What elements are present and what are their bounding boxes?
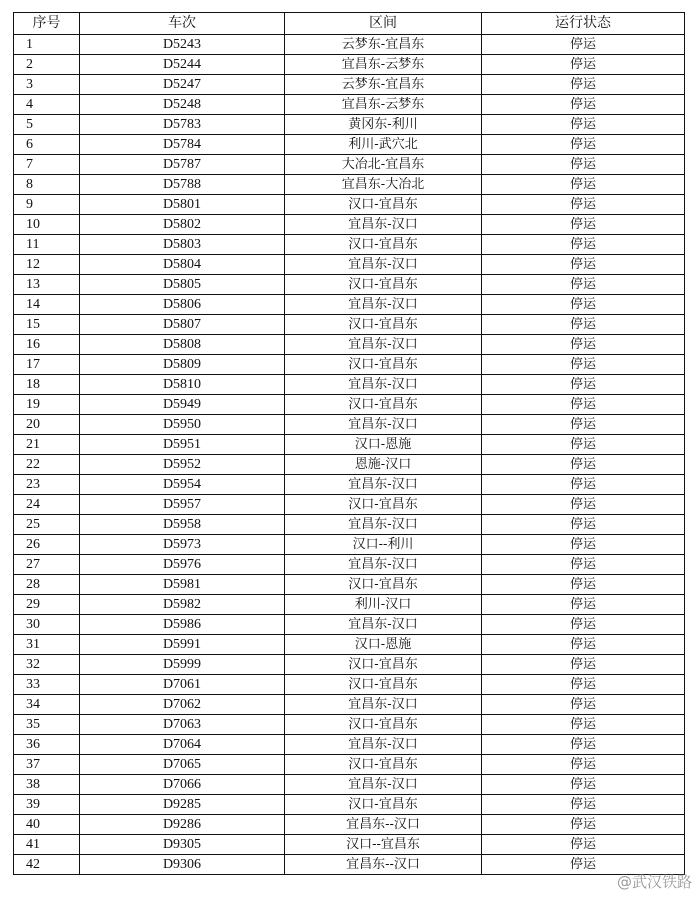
row-number: 21 bbox=[14, 435, 80, 455]
run-status: 停运 bbox=[482, 55, 685, 75]
table-row bbox=[14, 275, 685, 295]
train-number: D9306 bbox=[80, 855, 285, 875]
run-status: 停运 bbox=[482, 295, 685, 315]
table-row bbox=[14, 95, 685, 115]
train-number: D5783 bbox=[80, 115, 285, 135]
train-number: D5243 bbox=[80, 35, 285, 55]
train-suspension-table bbox=[13, 12, 685, 875]
table-row bbox=[14, 355, 685, 375]
table-row bbox=[14, 395, 685, 415]
run-status: 停运 bbox=[482, 655, 685, 675]
table-row bbox=[14, 415, 685, 435]
run-status: 停运 bbox=[482, 835, 685, 855]
row-number: 7 bbox=[14, 155, 80, 175]
route: 利川-武穴北 bbox=[285, 135, 482, 155]
train-number: D5982 bbox=[80, 595, 285, 615]
table-row bbox=[14, 775, 685, 795]
table-row bbox=[14, 195, 685, 215]
row-number: 31 bbox=[14, 635, 80, 655]
run-status: 停运 bbox=[482, 135, 685, 155]
run-status: 停运 bbox=[482, 395, 685, 415]
route: 黄冈东-利川 bbox=[285, 115, 482, 135]
run-status: 停运 bbox=[482, 815, 685, 835]
row-number: 32 bbox=[14, 655, 80, 675]
route: 汉口-恩施 bbox=[285, 435, 482, 455]
table-row bbox=[14, 715, 685, 735]
train-number: D5954 bbox=[80, 475, 285, 495]
route: 宜昌东-云梦东 bbox=[285, 55, 482, 75]
run-status: 停运 bbox=[482, 755, 685, 775]
route: 宜昌东-汉口 bbox=[285, 215, 482, 235]
table-row bbox=[14, 55, 685, 75]
table-row bbox=[14, 455, 685, 475]
row-number: 26 bbox=[14, 535, 80, 555]
table-row bbox=[14, 515, 685, 535]
row-number: 30 bbox=[14, 615, 80, 635]
run-status: 停运 bbox=[482, 155, 685, 175]
row-number: 6 bbox=[14, 135, 80, 155]
route: 汉口-宜昌东 bbox=[285, 315, 482, 335]
train-number: D5788 bbox=[80, 175, 285, 195]
run-status: 停运 bbox=[482, 35, 685, 55]
table-row bbox=[14, 435, 685, 455]
train-number: D9286 bbox=[80, 815, 285, 835]
route: 云梦东-宜昌东 bbox=[285, 35, 482, 55]
train-number: D5810 bbox=[80, 375, 285, 395]
route: 汉口-宜昌东 bbox=[285, 755, 482, 775]
run-status: 停运 bbox=[482, 555, 685, 575]
route: 汉口-恩施 bbox=[285, 635, 482, 655]
table-row bbox=[14, 255, 685, 275]
table-row bbox=[14, 835, 685, 855]
route: 宜昌东-汉口 bbox=[285, 775, 482, 795]
route: 汉口-宜昌东 bbox=[285, 355, 482, 375]
row-number: 34 bbox=[14, 695, 80, 715]
table-row bbox=[14, 635, 685, 655]
run-status: 停运 bbox=[482, 375, 685, 395]
train-number: D5981 bbox=[80, 575, 285, 595]
run-status: 停运 bbox=[482, 515, 685, 535]
row-number: 20 bbox=[14, 415, 80, 435]
table-row bbox=[14, 855, 685, 875]
row-number: 17 bbox=[14, 355, 80, 375]
row-number: 14 bbox=[14, 295, 80, 315]
route: 宜昌东-汉口 bbox=[285, 555, 482, 575]
table-row bbox=[14, 595, 685, 615]
train-number: D5958 bbox=[80, 515, 285, 535]
route: 宜昌东--汉口 bbox=[285, 815, 482, 835]
train-number: D5809 bbox=[80, 355, 285, 375]
route: 宜昌东-汉口 bbox=[285, 515, 482, 535]
train-number: D5802 bbox=[80, 215, 285, 235]
train-number: D5805 bbox=[80, 275, 285, 295]
route: 宜昌东-汉口 bbox=[285, 735, 482, 755]
row-number: 42 bbox=[14, 855, 80, 875]
route: 汉口--利川 bbox=[285, 535, 482, 555]
run-status: 停运 bbox=[482, 495, 685, 515]
train-number: D7061 bbox=[80, 675, 285, 695]
route: 宜昌东-汉口 bbox=[285, 475, 482, 495]
run-status: 停运 bbox=[482, 175, 685, 195]
row-number: 9 bbox=[14, 195, 80, 215]
table-row bbox=[14, 755, 685, 775]
table-row bbox=[14, 375, 685, 395]
route: 利川-汉口 bbox=[285, 595, 482, 615]
table-row bbox=[14, 735, 685, 755]
header-no: 序号 bbox=[14, 13, 80, 35]
train-number: D5973 bbox=[80, 535, 285, 555]
row-number: 10 bbox=[14, 215, 80, 235]
header-route: 区间 bbox=[285, 13, 482, 35]
route: 宜昌东-汉口 bbox=[285, 695, 482, 715]
route: 汉口-宜昌东 bbox=[285, 275, 482, 295]
table-row bbox=[14, 555, 685, 575]
row-number: 36 bbox=[14, 735, 80, 755]
table-row bbox=[14, 535, 685, 555]
route: 汉口-宜昌东 bbox=[285, 675, 482, 695]
train-number: D5808 bbox=[80, 335, 285, 355]
train-number: D7062 bbox=[80, 695, 285, 715]
run-status: 停运 bbox=[482, 255, 685, 275]
row-number: 4 bbox=[14, 95, 80, 115]
train-number: D5957 bbox=[80, 495, 285, 515]
route: 宜昌东-汉口 bbox=[285, 335, 482, 355]
train-number: D5991 bbox=[80, 635, 285, 655]
run-status: 停运 bbox=[482, 615, 685, 635]
row-number: 5 bbox=[14, 115, 80, 135]
route: 汉口-宜昌东 bbox=[285, 575, 482, 595]
table-body bbox=[14, 35, 685, 875]
table-row bbox=[14, 795, 685, 815]
run-status: 停运 bbox=[482, 75, 685, 95]
row-number: 19 bbox=[14, 395, 80, 415]
table-row bbox=[14, 495, 685, 515]
train-number: D9305 bbox=[80, 835, 285, 855]
header-status: 运行状态 bbox=[482, 13, 685, 35]
table-row bbox=[14, 175, 685, 195]
row-number: 15 bbox=[14, 315, 80, 335]
run-status: 停运 bbox=[482, 715, 685, 735]
route: 汉口-宜昌东 bbox=[285, 235, 482, 255]
table-row bbox=[14, 675, 685, 695]
run-status: 停运 bbox=[482, 235, 685, 255]
train-number: D5976 bbox=[80, 555, 285, 575]
row-number: 41 bbox=[14, 835, 80, 855]
run-status: 停运 bbox=[482, 195, 685, 215]
run-status: 停运 bbox=[482, 275, 685, 295]
train-number: D7065 bbox=[80, 755, 285, 775]
run-status: 停运 bbox=[482, 435, 685, 455]
table-row bbox=[14, 575, 685, 595]
train-number: D5803 bbox=[80, 235, 285, 255]
row-number: 13 bbox=[14, 275, 80, 295]
header-train: 车次 bbox=[80, 13, 285, 35]
route: 汉口--宜昌东 bbox=[285, 835, 482, 855]
train-number: D7063 bbox=[80, 715, 285, 735]
row-number: 11 bbox=[14, 235, 80, 255]
train-number: D5807 bbox=[80, 315, 285, 335]
row-number: 38 bbox=[14, 775, 80, 795]
route: 大冶北-宜昌东 bbox=[285, 155, 482, 175]
route: 汉口-宜昌东 bbox=[285, 495, 482, 515]
train-number: D5951 bbox=[80, 435, 285, 455]
row-number: 39 bbox=[14, 795, 80, 815]
row-number: 25 bbox=[14, 515, 80, 535]
table-row bbox=[14, 75, 685, 95]
table-row bbox=[14, 475, 685, 495]
row-number: 27 bbox=[14, 555, 80, 575]
train-number: D5986 bbox=[80, 615, 285, 635]
route: 汉口-宜昌东 bbox=[285, 655, 482, 675]
row-number: 23 bbox=[14, 475, 80, 495]
table-header-row bbox=[14, 13, 685, 35]
table-row bbox=[14, 135, 685, 155]
route: 恩施-汉口 bbox=[285, 455, 482, 475]
run-status: 停运 bbox=[482, 675, 685, 695]
row-number: 33 bbox=[14, 675, 80, 695]
train-number: D5247 bbox=[80, 75, 285, 95]
train-number: D5248 bbox=[80, 95, 285, 115]
route: 宜昌东-汉口 bbox=[285, 295, 482, 315]
run-status: 停运 bbox=[482, 475, 685, 495]
table-row bbox=[14, 115, 685, 135]
watermark: @武汉铁路 bbox=[616, 873, 692, 891]
run-status: 停运 bbox=[482, 695, 685, 715]
row-number: 35 bbox=[14, 715, 80, 735]
run-status: 停运 bbox=[482, 315, 685, 335]
route: 汉口-宜昌东 bbox=[285, 795, 482, 815]
run-status: 停运 bbox=[482, 215, 685, 235]
train-number: D5804 bbox=[80, 255, 285, 275]
table-row bbox=[14, 295, 685, 315]
train-number: D7064 bbox=[80, 735, 285, 755]
row-number: 16 bbox=[14, 335, 80, 355]
route: 宜昌东--汉口 bbox=[285, 855, 482, 875]
route: 宜昌东-汉口 bbox=[285, 615, 482, 635]
row-number: 29 bbox=[14, 595, 80, 615]
run-status: 停运 bbox=[482, 795, 685, 815]
train-number: D5787 bbox=[80, 155, 285, 175]
run-status: 停运 bbox=[482, 595, 685, 615]
route: 宜昌东-汉口 bbox=[285, 255, 482, 275]
train-number: D5999 bbox=[80, 655, 285, 675]
route: 汉口-宜昌东 bbox=[285, 195, 482, 215]
run-status: 停运 bbox=[482, 335, 685, 355]
table-row bbox=[14, 615, 685, 635]
route: 云梦东-宜昌东 bbox=[285, 75, 482, 95]
train-number: D5244 bbox=[80, 55, 285, 75]
route: 汉口-宜昌东 bbox=[285, 715, 482, 735]
row-number: 8 bbox=[14, 175, 80, 195]
route: 宜昌东-大冶北 bbox=[285, 175, 482, 195]
route: 宜昌东-云梦东 bbox=[285, 95, 482, 115]
train-number: D5801 bbox=[80, 195, 285, 215]
row-number: 24 bbox=[14, 495, 80, 515]
table-row bbox=[14, 235, 685, 255]
row-number: 18 bbox=[14, 375, 80, 395]
table-row bbox=[14, 215, 685, 235]
train-number: D5950 bbox=[80, 415, 285, 435]
train-number: D5784 bbox=[80, 135, 285, 155]
run-status: 停运 bbox=[482, 575, 685, 595]
run-status: 停运 bbox=[482, 115, 685, 135]
train-number: D5949 bbox=[80, 395, 285, 415]
table-row bbox=[14, 335, 685, 355]
run-status: 停运 bbox=[482, 415, 685, 435]
run-status: 停运 bbox=[482, 535, 685, 555]
train-number: D9285 bbox=[80, 795, 285, 815]
row-number: 28 bbox=[14, 575, 80, 595]
train-number: D5952 bbox=[80, 455, 285, 475]
train-number: D5806 bbox=[80, 295, 285, 315]
row-number: 1 bbox=[14, 35, 80, 55]
row-number: 12 bbox=[14, 255, 80, 275]
run-status: 停运 bbox=[482, 455, 685, 475]
row-number: 3 bbox=[14, 75, 80, 95]
row-number: 40 bbox=[14, 815, 80, 835]
row-number: 22 bbox=[14, 455, 80, 475]
row-number: 37 bbox=[14, 755, 80, 775]
table-row bbox=[14, 315, 685, 335]
run-status: 停运 bbox=[482, 855, 685, 875]
route: 汉口-宜昌东 bbox=[285, 395, 482, 415]
run-status: 停运 bbox=[482, 355, 685, 375]
route: 宜昌东-汉口 bbox=[285, 415, 482, 435]
row-number: 2 bbox=[14, 55, 80, 75]
run-status: 停运 bbox=[482, 775, 685, 795]
table-row bbox=[14, 655, 685, 675]
table-row bbox=[14, 815, 685, 835]
route: 宜昌东-汉口 bbox=[285, 375, 482, 395]
table-row bbox=[14, 155, 685, 175]
table-row bbox=[14, 35, 685, 55]
run-status: 停运 bbox=[482, 95, 685, 115]
run-status: 停运 bbox=[482, 635, 685, 655]
run-status: 停运 bbox=[482, 735, 685, 755]
train-number: D7066 bbox=[80, 775, 285, 795]
table-row bbox=[14, 695, 685, 715]
